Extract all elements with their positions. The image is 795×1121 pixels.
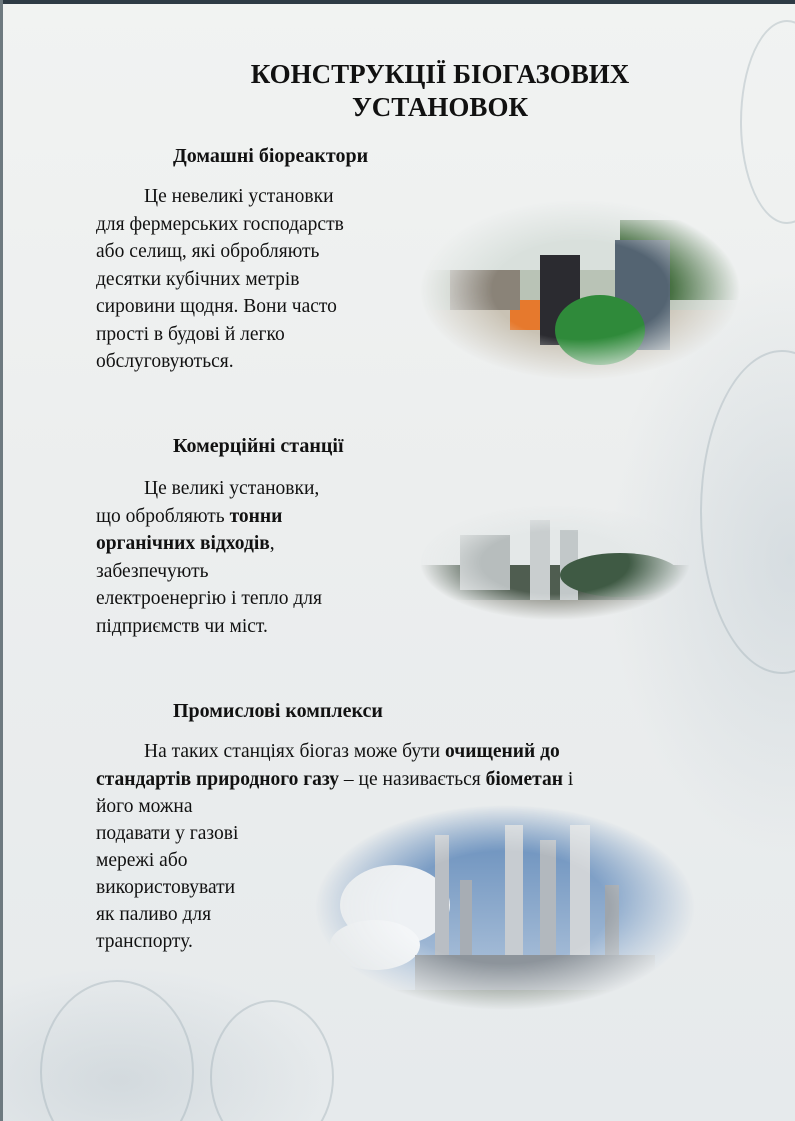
- text-line: забезпечують: [96, 560, 209, 582]
- section-heading-industrial-complexes: Промислові комплекси: [173, 700, 383, 722]
- industrial-refinery-photo: [315, 805, 695, 1010]
- title-line-1: КОНСТРУКЦІЇ БІОГАЗОВИХ: [250, 59, 630, 89]
- text-run: і: [562, 768, 574, 790]
- text-line: як паливо для: [96, 904, 212, 925]
- text-line: транспорту.: [96, 931, 193, 952]
- text-line: мережі або: [96, 850, 188, 871]
- text-run: На таких станціях біогаз може бути: [144, 741, 445, 762]
- section-text-industrial-complexes-rest: [96, 793, 296, 955]
- decorative-ring: [740, 20, 795, 224]
- text-run: – це називається: [339, 768, 486, 790]
- text-run: ,: [269, 533, 275, 554]
- text-line: сировини щодня. Вони часто: [96, 296, 337, 317]
- text-line: використовувати: [96, 877, 236, 898]
- text-run-bold: органічних відходів: [96, 533, 270, 554]
- section-text-commercial-stations: [96, 475, 396, 640]
- section-text-industrial-complexes-top: [96, 738, 736, 793]
- text-line: [96, 530, 396, 558]
- decorative-ring: [210, 1000, 334, 1121]
- text-line: або селищ, які обробляють: [96, 241, 320, 262]
- text-line: електроенергію і тепло для: [96, 588, 322, 609]
- text-run: що обробляють: [96, 505, 230, 527]
- text-line: подавати у газові: [96, 823, 239, 844]
- farm-bioreactor-photo: [420, 200, 740, 380]
- text-line: для фермерських господарств: [96, 213, 344, 235]
- text-run-bold: стандартів природного газу: [96, 768, 340, 790]
- section-heading-home-bioreactors: Домашні біореактори: [173, 145, 369, 167]
- text-run-bold: біометан: [485, 768, 563, 790]
- text-line: прості в будові й легко: [96, 323, 285, 345]
- section-heading-commercial-stations: Комерційні станції: [173, 435, 344, 457]
- text-run-bold: тонни: [229, 505, 283, 527]
- text-line: підприємств чи міст.: [96, 615, 268, 637]
- title-line-2: УСТАНОВОК: [351, 92, 529, 122]
- decorative-ring: [700, 350, 795, 674]
- text-line: [96, 503, 396, 531]
- text-line: його можна: [96, 796, 193, 817]
- text-line: [96, 766, 736, 794]
- text-line: Це невеликі установки: [144, 186, 334, 207]
- text-line: обслуговуються.: [96, 351, 234, 372]
- decorative-ring: [40, 980, 194, 1121]
- text-run-bold: очищений до: [444, 741, 560, 762]
- text-line: [96, 738, 736, 766]
- text-line: десятки кубічних метрів: [96, 268, 300, 290]
- page-title: [200, 58, 680, 124]
- section-text-home-bioreactors: [96, 183, 426, 376]
- text-line: Це великі установки,: [144, 478, 320, 499]
- commercial-biogas-station-photo: [420, 505, 690, 620]
